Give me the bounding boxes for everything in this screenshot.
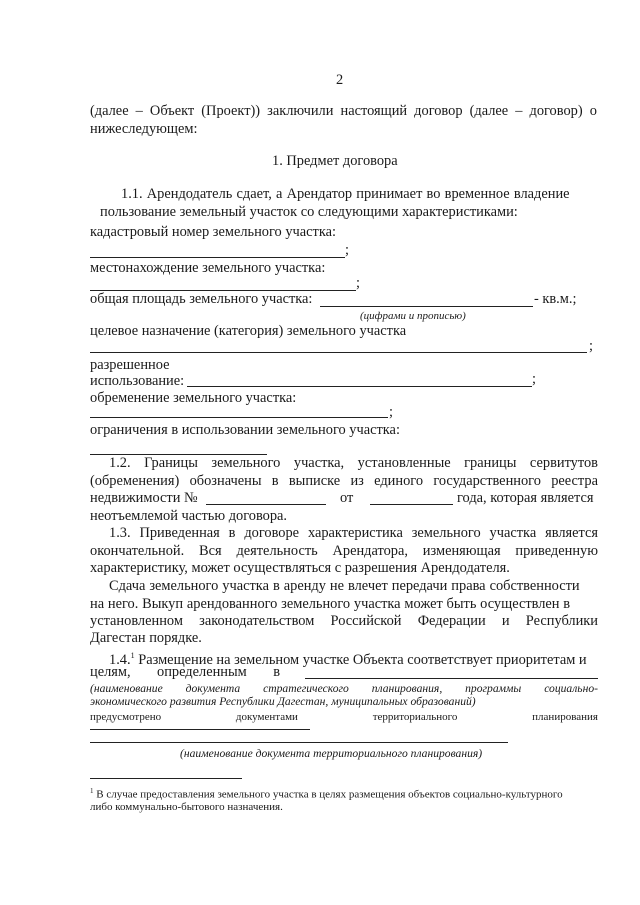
word: предусмотрено bbox=[90, 711, 162, 723]
word: заключили bbox=[267, 103, 334, 119]
purpose-label: целевое назначение (категория) земельного участка bbox=[90, 323, 407, 339]
word: в bbox=[273, 664, 280, 680]
word: Федерации bbox=[417, 613, 486, 629]
intro-line-1 bbox=[90, 103, 597, 120]
word: и bbox=[501, 613, 510, 629]
word: является bbox=[545, 525, 598, 541]
word: Арендатора, bbox=[332, 543, 408, 559]
restrictions-label: ограничения в использовании земельного участка: bbox=[90, 422, 400, 438]
word: земельного bbox=[211, 455, 281, 471]
word: договор bbox=[414, 103, 463, 119]
strategic-document-hint-2: экономического развития Республики Дагестан, муниципальных образований) bbox=[90, 695, 476, 708]
word: – bbox=[515, 103, 523, 119]
word: – bbox=[135, 103, 143, 119]
registry-year-text: года, которая является bbox=[457, 490, 594, 506]
encumbrance-label: обременение земельного участка: bbox=[90, 390, 297, 406]
paragraph-1-2-line-2 bbox=[90, 473, 598, 490]
paragraph-1-4-line-3 bbox=[90, 711, 598, 724]
word: приведенную bbox=[515, 543, 598, 559]
footnote-mark: 1 bbox=[90, 787, 94, 795]
permitted-use-field[interactable] bbox=[187, 386, 532, 387]
clause-number: 1.4. bbox=[109, 651, 131, 668]
word: (наименование bbox=[90, 682, 163, 695]
word: характеристика bbox=[307, 525, 403, 541]
footnote-line-2: либо коммунально-бытового назначения. bbox=[90, 801, 283, 813]
word: целям, bbox=[90, 664, 131, 680]
word: деятельность bbox=[236, 543, 318, 559]
word: установленном bbox=[90, 613, 183, 629]
word: Вся bbox=[199, 543, 222, 559]
sublease-line-2: на него. Выкуп арендованного земельного участка может быть осуществлен в bbox=[90, 596, 571, 612]
word: Российской bbox=[330, 613, 402, 629]
permitted-use-end: ; bbox=[532, 371, 536, 387]
word: (далее bbox=[469, 103, 509, 119]
word: в bbox=[228, 525, 236, 541]
word: участка, bbox=[293, 455, 345, 471]
paragraph-1-3-line-2 bbox=[90, 543, 598, 560]
paragraph-1-1-line-1: 1.1. Арендодатель сдает, а Арендатор принимает во временное владение bbox=[121, 186, 570, 202]
word: документа bbox=[185, 682, 241, 695]
footnote-ref: 1 bbox=[130, 651, 135, 660]
sublease-line-4: Дагестан порядке. bbox=[90, 630, 202, 646]
word: Объект bbox=[149, 103, 195, 119]
word: договор) bbox=[529, 103, 583, 119]
word: социально- bbox=[544, 682, 598, 695]
area-hint: (цифрами и прописью) bbox=[360, 310, 466, 322]
location-label: местонахождение земельного участка: bbox=[90, 260, 326, 276]
paragraph-1-1-line-2: пользование земельный участок со следующими характеристиками: bbox=[100, 204, 518, 220]
word: (Проект)) bbox=[201, 103, 261, 119]
word: сервитутов bbox=[529, 455, 598, 471]
word: договоре bbox=[244, 525, 300, 541]
paragraph-1-2-line-1 bbox=[109, 455, 598, 472]
location-end: ; bbox=[356, 275, 360, 291]
sublease-line-1: Сдача земельного участка в аренду не влечет передачи права собственности bbox=[109, 578, 580, 594]
cadastral-number-label: кадастровый номер земельного участка: bbox=[90, 224, 336, 240]
word: (далее bbox=[90, 103, 129, 119]
word: государственного bbox=[433, 473, 541, 489]
word: о bbox=[589, 103, 597, 119]
territorial-document-field-2[interactable] bbox=[90, 742, 508, 743]
word: единого bbox=[374, 473, 424, 489]
footnote-separator bbox=[90, 778, 242, 779]
strategic-document-hint-1 bbox=[90, 682, 598, 696]
word: Границы bbox=[144, 455, 198, 471]
area-label: общая площадь земельного участка: bbox=[90, 291, 313, 307]
encumbrance-end: ; bbox=[389, 404, 393, 420]
purpose-end: ; bbox=[589, 338, 593, 354]
word: территориального bbox=[372, 711, 458, 723]
word: из bbox=[350, 473, 364, 489]
word: (обременения) bbox=[90, 473, 180, 489]
word: границы bbox=[464, 455, 517, 471]
registry-date-field[interactable] bbox=[370, 504, 453, 505]
word: Республики bbox=[525, 613, 598, 629]
sublease-line-3 bbox=[90, 613, 598, 630]
word: программы bbox=[465, 682, 522, 695]
registry-number-field[interactable] bbox=[206, 504, 326, 505]
word: земельного bbox=[411, 525, 481, 541]
word: участка bbox=[489, 525, 537, 541]
footnote-text: В случае предоставления земельного участка в целях размещения объектов социально-культурного bbox=[96, 788, 563, 801]
paragraph-1-4-line-2 bbox=[90, 664, 280, 681]
permitted-use-label-1: разрешенное bbox=[90, 357, 170, 373]
paragraph-1-3-line-1 bbox=[109, 525, 598, 542]
area-field[interactable] bbox=[320, 306, 533, 307]
word: законодательством bbox=[199, 613, 315, 629]
word: Приведенная bbox=[139, 525, 220, 541]
word: планирования bbox=[532, 711, 598, 723]
word: 1.2. bbox=[109, 455, 131, 471]
word: изменяющая bbox=[422, 543, 501, 559]
paragraph-1-2-line-4: неотъемлемой частью договора. bbox=[90, 508, 288, 524]
word: обозначены bbox=[189, 473, 262, 489]
word: планирования, bbox=[371, 682, 443, 695]
word: реестра bbox=[551, 473, 598, 489]
strategic-document-field[interactable] bbox=[305, 678, 598, 679]
word: установленные bbox=[357, 455, 451, 471]
purpose-field[interactable] bbox=[90, 352, 587, 353]
cadastral-number-field[interactable] bbox=[90, 257, 345, 258]
clause-text: Размещение на земельном участке Объекта соответствует приоритетам и bbox=[138, 651, 587, 668]
territorial-document-field-1[interactable] bbox=[90, 729, 310, 730]
word: выписке bbox=[288, 473, 341, 489]
area-unit: - кв.м.; bbox=[534, 291, 577, 307]
cadastral-end: ; bbox=[345, 242, 349, 258]
word: окончательной. bbox=[90, 543, 185, 559]
word: настоящий bbox=[340, 103, 408, 119]
word: документами bbox=[235, 711, 298, 723]
page-number: 2 bbox=[336, 72, 344, 88]
registry-label: недвижимости № bbox=[90, 490, 198, 506]
word: 1.3. bbox=[109, 525, 131, 541]
territorial-document-hint: (наименование документа территориального планирования) bbox=[180, 747, 483, 760]
paragraph-1-3-line-3: характеристику, может осуществляться с разрешения Арендодателя. bbox=[90, 560, 510, 576]
registry-from-label: от bbox=[340, 490, 354, 506]
section-1-title: 1. Предмет договора bbox=[272, 153, 398, 169]
encumbrance-field[interactable] bbox=[90, 417, 388, 418]
word: стратегического bbox=[263, 682, 349, 695]
intro-line-2: нижеследующем: bbox=[90, 121, 198, 137]
word: определенным bbox=[157, 664, 247, 680]
permitted-use-label-2: использование: bbox=[90, 373, 185, 389]
word: в bbox=[271, 473, 279, 489]
